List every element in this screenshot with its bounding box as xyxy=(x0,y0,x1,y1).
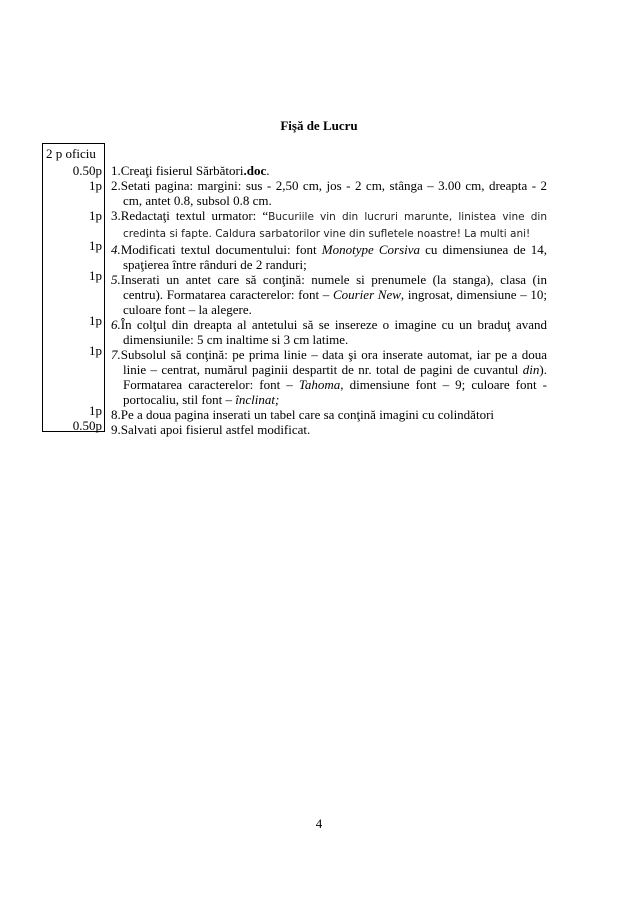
task-item-6: 6.În colţul din dreapta al antetului să se insereze o imagine cu un braduţ avand dimensiunile: 5 cm inaltime si 3 cm latime. xyxy=(111,317,547,347)
task-item-2: 2.Setati pagina: margini: sus - 2,50 cm, jos - 2 cm, stânga – 3.00 cm, dreapta - 2 cm, antet 0.8, subsol 0.8 cm. xyxy=(111,178,547,208)
task-item-3: 3.Redactaţi textul urmator: “Bucuriile vin din lucruri marunte, linistea vine din credinta si fapte. Caldura sarbatorilor vine din sufletele noastre! La multi ani! xyxy=(111,208,547,240)
points-item-7: 1p xyxy=(89,343,102,358)
points-item-1: 0.50p xyxy=(72,163,102,178)
points-item-2: 1p xyxy=(89,178,102,193)
points-item-8: 1p xyxy=(89,403,102,418)
task-item-4: 4.Modificati textul documentului: font Monotype Corsiva cu dimensiunea de 14, spaţierea între rânduri de 2 randuri; xyxy=(111,242,547,272)
points-item-3: 1p xyxy=(89,208,102,223)
task-item-5: 5.Inserati un antet care să conţină: numele si prenumele (la stanga), clasa (in centru). Formatarea caracterelor: font – Courier New, ingrosat, dimensiune – 10; culoare font – la alegere. xyxy=(111,272,547,317)
points-item-9: 0.50p xyxy=(72,418,102,433)
document-title: Fişă de Lucru xyxy=(280,118,358,133)
points-item-4: 1p xyxy=(89,238,102,253)
page-number: 4 xyxy=(315,816,323,831)
task-item-8: 8.Pe a doua pagina inserati un tabel care sa conţină imagini cu colindători xyxy=(111,407,495,422)
points-item-5: 1p xyxy=(89,268,102,283)
quote-text: Bucuriile vin din lucruri marunte, linistea vine din credinta si fapte. Caldura sarbatorilor vine din sufletele noastre! La multi ani! xyxy=(123,211,547,240)
task-item-7: 7.Subsolul să conţină: pe prima linie – data şi ora inserate automat, iar pe a doua linie – centrat, numărul paginii despartit de nr. total de pagini de cuvantul din). Formatarea caracterelor: font – Tahoma, dimensiune font – 9; culoare font - portocaliu, stil font – înclinat; xyxy=(111,347,547,407)
task-item-1: 1.Creaţi fisierul Sărbători.doc. xyxy=(111,163,270,178)
points-header: 2 p oficiu xyxy=(46,146,96,161)
task-item-9: 9.Salvati apoi fisierul astfel modificat. xyxy=(111,422,311,437)
points-item-6: 1p xyxy=(89,313,102,328)
task-list xyxy=(111,163,547,437)
